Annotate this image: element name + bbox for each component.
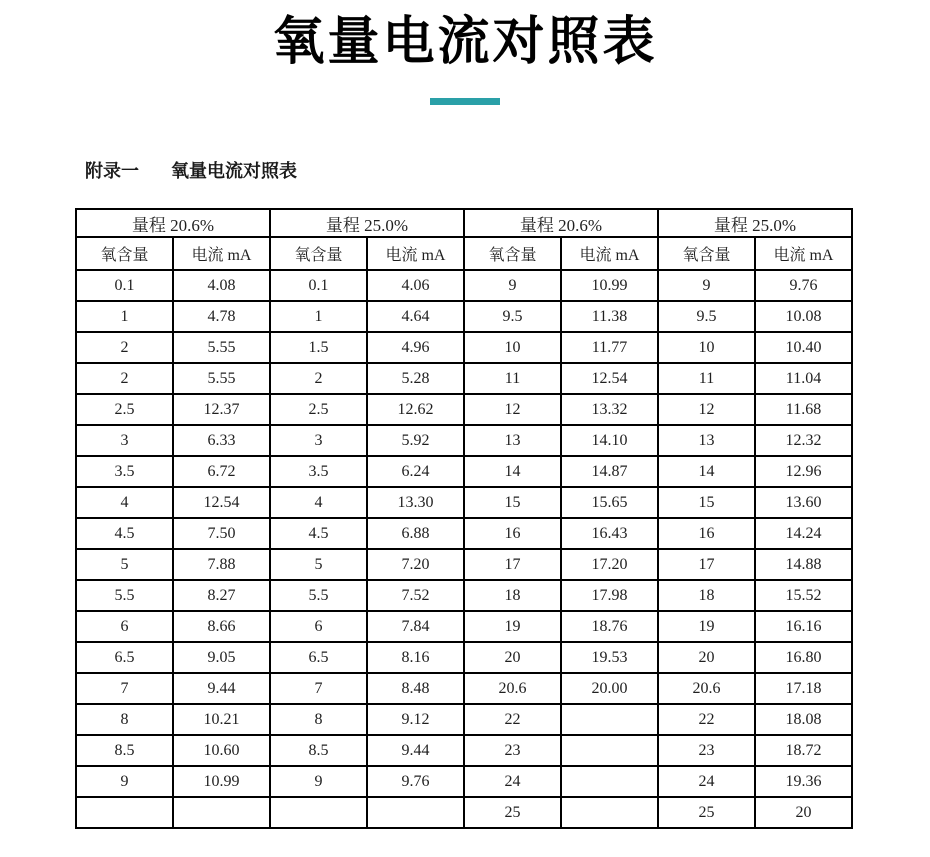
- current-value-cell: 9.44: [367, 735, 464, 766]
- oxygen-value-cell: 5: [76, 549, 173, 580]
- oxygen-value-cell: 5.5: [270, 580, 367, 611]
- current-value-cell: 11.38: [561, 301, 658, 332]
- range-header-cell: 量程 25.0%: [658, 209, 852, 237]
- current-value-cell: 13.32: [561, 394, 658, 425]
- current-column-header: 电流 mA: [173, 237, 270, 270]
- current-value-cell: 7.50: [173, 518, 270, 549]
- table-row: [76, 673, 852, 704]
- table-row: [76, 394, 852, 425]
- oxygen-value-cell: 1: [76, 301, 173, 332]
- current-value-cell: 13.60: [755, 487, 852, 518]
- column-header-row: [76, 237, 852, 270]
- range-header-row: [76, 209, 852, 237]
- oxygen-value-cell: 14: [464, 456, 561, 487]
- table-row: [76, 704, 852, 735]
- table-row: [76, 766, 852, 797]
- oxygen-value-cell: 0.1: [270, 270, 367, 301]
- current-value-cell: 12.54: [561, 363, 658, 394]
- current-value-cell: [561, 735, 658, 766]
- current-column-header: 电流 mA: [367, 237, 464, 270]
- oxygen-value-cell: 2: [76, 363, 173, 394]
- current-value-cell: 12.37: [173, 394, 270, 425]
- oxygen-value-cell: 3.5: [270, 456, 367, 487]
- oxygen-value-cell: 20: [464, 642, 561, 673]
- current-value-cell: 19.36: [755, 766, 852, 797]
- oxygen-value-cell: [270, 797, 367, 828]
- current-value-cell: 7.20: [367, 549, 464, 580]
- current-value-cell: 11.68: [755, 394, 852, 425]
- current-value-cell: 11.77: [561, 332, 658, 363]
- table-row: [76, 611, 852, 642]
- table-row: [76, 797, 852, 828]
- current-value-cell: 4.06: [367, 270, 464, 301]
- current-value-cell: 10.60: [173, 735, 270, 766]
- oxygen-value-cell: 3.5: [76, 456, 173, 487]
- current-value-cell: 8.66: [173, 611, 270, 642]
- oxygen-value-cell: 2.5: [76, 394, 173, 425]
- oxygen-value-cell: 14: [658, 456, 755, 487]
- oxygen-value-cell: 3: [270, 425, 367, 456]
- oxygen-value-cell: 22: [464, 704, 561, 735]
- oxygen-value-cell: 4: [76, 487, 173, 518]
- oxygen-value-cell: 11: [464, 363, 561, 394]
- current-value-cell: 12.62: [367, 394, 464, 425]
- oxygen-value-cell: 1: [270, 301, 367, 332]
- current-column-header: 电流 mA: [755, 237, 852, 270]
- current-value-cell: 18.76: [561, 611, 658, 642]
- oxygen-value-cell: 20: [658, 642, 755, 673]
- oxygen-value-cell: 11: [658, 363, 755, 394]
- table-row: [76, 580, 852, 611]
- oxygen-value-cell: 9: [76, 766, 173, 797]
- table-row: [76, 642, 852, 673]
- appendix-heading: [85, 157, 930, 183]
- oxygen-value-cell: 12: [658, 394, 755, 425]
- current-value-cell: 10.08: [755, 301, 852, 332]
- table-row: [76, 487, 852, 518]
- oxygen-value-cell: 24: [658, 766, 755, 797]
- current-value-cell: 7.84: [367, 611, 464, 642]
- oxygen-value-cell: 2: [270, 363, 367, 394]
- oxygen-value-cell: 23: [658, 735, 755, 766]
- current-value-cell: 4.08: [173, 270, 270, 301]
- current-value-cell: 6.24: [367, 456, 464, 487]
- current-value-cell: 5.28: [367, 363, 464, 394]
- current-value-cell: 9.05: [173, 642, 270, 673]
- current-value-cell: 5.55: [173, 332, 270, 363]
- current-value-cell: 4.78: [173, 301, 270, 332]
- range-header-cell: 量程 20.6%: [464, 209, 658, 237]
- oxygen-value-cell: 4.5: [270, 518, 367, 549]
- oxygen-value-cell: 17: [464, 549, 561, 580]
- oxygen-value-cell: 7: [270, 673, 367, 704]
- current-value-cell: 18.08: [755, 704, 852, 735]
- oxygen-value-cell: 24: [464, 766, 561, 797]
- oxygen-value-cell: 23: [464, 735, 561, 766]
- table-row: [76, 549, 852, 580]
- current-value-cell: 13.30: [367, 487, 464, 518]
- oxygen-value-cell: 10: [464, 332, 561, 363]
- current-value-cell: 14.10: [561, 425, 658, 456]
- current-value-cell: 9.44: [173, 673, 270, 704]
- oxygen-value-cell: 9.5: [464, 301, 561, 332]
- oxygen-value-cell: 9: [658, 270, 755, 301]
- current-value-cell: 6.72: [173, 456, 270, 487]
- appendix-title: 氧量电流对照表: [171, 161, 297, 182]
- current-value-cell: 7.52: [367, 580, 464, 611]
- table-header: [76, 209, 852, 270]
- current-value-cell: 7.88: [173, 549, 270, 580]
- oxygen-value-cell: 6: [76, 611, 173, 642]
- oxygen-value-cell: 9: [270, 766, 367, 797]
- current-value-cell: 15.52: [755, 580, 852, 611]
- current-value-cell: 9.76: [367, 766, 464, 797]
- table-row: [76, 518, 852, 549]
- appendix-label: 附录一: [85, 161, 139, 182]
- range-header-cell: 量程 20.6%: [76, 209, 270, 237]
- oxygen-value-cell: 18: [464, 580, 561, 611]
- current-value-cell: 6.33: [173, 425, 270, 456]
- current-value-cell: 17.20: [561, 549, 658, 580]
- oxygen-value-cell: 8: [76, 704, 173, 735]
- current-value-cell: 10.40: [755, 332, 852, 363]
- oxygen-value-cell: 17: [658, 549, 755, 580]
- oxygen-value-cell: 16: [464, 518, 561, 549]
- oxygen-value-cell: 13: [464, 425, 561, 456]
- oxygen-value-cell: 4.5: [76, 518, 173, 549]
- oxygen-value-cell: 20.6: [658, 673, 755, 704]
- oxygen-value-cell: 15: [464, 487, 561, 518]
- title-divider: [430, 98, 500, 105]
- oxygen-column-header: 氧含量: [464, 237, 561, 270]
- current-value-cell: 12.32: [755, 425, 852, 456]
- current-value-cell: 14.88: [755, 549, 852, 580]
- current-value-cell: 8.16: [367, 642, 464, 673]
- current-value-cell: 5.55: [173, 363, 270, 394]
- oxygen-value-cell: 8.5: [76, 735, 173, 766]
- current-value-cell: 8.48: [367, 673, 464, 704]
- current-value-cell: 12.96: [755, 456, 852, 487]
- oxygen-value-cell: 9: [464, 270, 561, 301]
- oxygen-value-cell: 1.5: [270, 332, 367, 363]
- current-value-cell: 20: [755, 797, 852, 828]
- current-value-cell: 8.27: [173, 580, 270, 611]
- oxygen-value-cell: 16: [658, 518, 755, 549]
- current-value-cell: 17.98: [561, 580, 658, 611]
- current-value-cell: 4.96: [367, 332, 464, 363]
- oxygen-value-cell: 25: [658, 797, 755, 828]
- oxygen-value-cell: 4: [270, 487, 367, 518]
- current-column-header: 电流 mA: [561, 237, 658, 270]
- oxygen-value-cell: 6.5: [76, 642, 173, 673]
- table-row: [76, 456, 852, 487]
- current-value-cell: [561, 766, 658, 797]
- oxygen-value-cell: 19: [464, 611, 561, 642]
- oxygen-value-cell: 0.1: [76, 270, 173, 301]
- current-value-cell: 20.00: [561, 673, 658, 704]
- oxygen-value-cell: 13: [658, 425, 755, 456]
- oxygen-value-cell: 7: [76, 673, 173, 704]
- current-value-cell: 18.72: [755, 735, 852, 766]
- oxygen-value-cell: 5: [270, 549, 367, 580]
- oxygen-value-cell: 8.5: [270, 735, 367, 766]
- oxygen-value-cell: 22: [658, 704, 755, 735]
- oxygen-column-header: 氧含量: [270, 237, 367, 270]
- current-value-cell: 16.80: [755, 642, 852, 673]
- oxygen-value-cell: 15: [658, 487, 755, 518]
- current-value-cell: 4.64: [367, 301, 464, 332]
- oxygen-value-cell: 6.5: [270, 642, 367, 673]
- current-value-cell: [367, 797, 464, 828]
- table-row: [76, 425, 852, 456]
- oxygen-value-cell: 6: [270, 611, 367, 642]
- table-row: [76, 735, 852, 766]
- oxygen-value-cell: 25: [464, 797, 561, 828]
- current-value-cell: [173, 797, 270, 828]
- current-value-cell: 9.12: [367, 704, 464, 735]
- current-value-cell: [561, 797, 658, 828]
- oxygen-column-header: 氧含量: [658, 237, 755, 270]
- table-row: [76, 363, 852, 394]
- table-row: [76, 270, 852, 301]
- oxygen-column-header: 氧含量: [76, 237, 173, 270]
- current-value-cell: 17.18: [755, 673, 852, 704]
- table-row: [76, 301, 852, 332]
- table-row: [76, 332, 852, 363]
- current-value-cell: 19.53: [561, 642, 658, 673]
- current-value-cell: 10.99: [173, 766, 270, 797]
- oxygen-current-table: [75, 208, 853, 829]
- oxygen-value-cell: 9.5: [658, 301, 755, 332]
- range-header-cell: 量程 25.0%: [270, 209, 464, 237]
- current-value-cell: 10.21: [173, 704, 270, 735]
- oxygen-value-cell: 3: [76, 425, 173, 456]
- current-value-cell: 15.65: [561, 487, 658, 518]
- page-title: 氧量电流对照表: [272, 13, 658, 71]
- table-body: [76, 270, 852, 828]
- current-value-cell: [561, 704, 658, 735]
- current-value-cell: 6.88: [367, 518, 464, 549]
- oxygen-value-cell: 10: [658, 332, 755, 363]
- current-value-cell: 14.87: [561, 456, 658, 487]
- oxygen-value-cell: 20.6: [464, 673, 561, 704]
- oxygen-value-cell: 2: [76, 332, 173, 363]
- current-value-cell: 16.43: [561, 518, 658, 549]
- current-value-cell: 14.24: [755, 518, 852, 549]
- oxygen-value-cell: 5.5: [76, 580, 173, 611]
- oxygen-value-cell: 12: [464, 394, 561, 425]
- oxygen-value-cell: [76, 797, 173, 828]
- current-value-cell: 5.92: [367, 425, 464, 456]
- oxygen-value-cell: 2.5: [270, 394, 367, 425]
- current-value-cell: 10.99: [561, 270, 658, 301]
- current-value-cell: 9.76: [755, 270, 852, 301]
- current-value-cell: 11.04: [755, 363, 852, 394]
- current-value-cell: 12.54: [173, 487, 270, 518]
- oxygen-value-cell: 19: [658, 611, 755, 642]
- oxygen-value-cell: 18: [658, 580, 755, 611]
- current-value-cell: 16.16: [755, 611, 852, 642]
- oxygen-value-cell: 8: [270, 704, 367, 735]
